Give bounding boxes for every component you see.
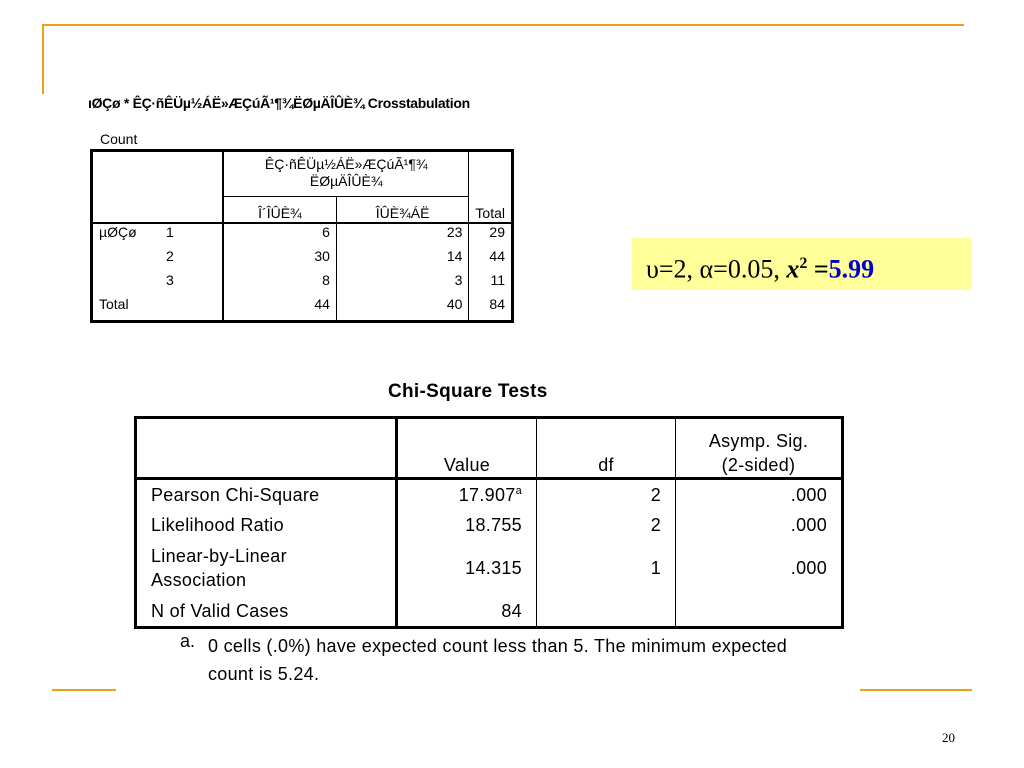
row-label: Pearson Chi-Square <box>136 479 397 511</box>
cell: 29 <box>489 223 505 240</box>
value-cell: 18.755 <box>397 510 537 540</box>
footnote-marker: a. <box>180 631 196 651</box>
cell: 6 <box>223 223 336 248</box>
sig-header-line1: Asymp. Sig. <box>708 431 809 451</box>
row-label-line2: Association <box>151 570 247 590</box>
sig-header-line2: (2-sided) <box>721 455 796 475</box>
chi-square-title: Chi-Square Tests <box>388 381 548 402</box>
cell: 84 <box>489 295 505 312</box>
total-row-label: Total <box>92 296 224 322</box>
page-number: 20 <box>942 730 955 745</box>
table-row <box>136 510 843 540</box>
cell: 11 <box>490 271 505 288</box>
left-border-line <box>42 24 44 94</box>
table-row <box>92 272 513 296</box>
col-header-value: Value <box>397 418 537 479</box>
table-row <box>92 223 513 248</box>
header-corner <box>136 418 397 479</box>
table-row-total <box>92 296 513 322</box>
footnote-text: 0 cells (.0%) have expected count less than 5. The minimum expected count is 5.24. <box>208 636 788 684</box>
crosstab-title: ıØÇø * ÊÇ·ñÊÜµ½ÁË»ÆÇúÃ¹¶¾ËØµÄÎÛÈ¾ Crosstabulation <box>88 95 470 111</box>
group-header: ÊÇ·ñÊÜµ½ÁË»ÆÇúÃ¹¶¾ ËØµÄÎÛÈ¾ <box>223 151 469 197</box>
cell: 44 <box>489 247 505 264</box>
table-row <box>136 479 843 511</box>
cell: 3 <box>336 272 469 296</box>
bottom-left-line <box>52 689 116 691</box>
cell: 44 <box>223 296 336 322</box>
header-corner-bottom <box>92 196 224 223</box>
col-header-1: Î´ÎÛÈ¾ <box>223 196 336 223</box>
row-label-line1: Linear-by-Linear <box>151 546 287 566</box>
cell: 14 <box>336 248 469 272</box>
table-row <box>92 248 513 272</box>
value-cell: 14.315 <box>397 540 537 596</box>
crosstab-corner <box>92 151 224 197</box>
bottom-right-line <box>860 689 972 691</box>
value-cell: 84 <box>397 596 537 628</box>
df-cell <box>537 596 676 628</box>
value-cell <box>397 479 537 511</box>
top-border-line <box>42 24 964 26</box>
chi-square-table <box>134 416 844 629</box>
footnote-ref: a <box>515 484 522 497</box>
count-label: Count <box>100 131 138 147</box>
sig-cell: .000 <box>790 484 827 505</box>
formula-equals: = <box>807 254 829 284</box>
sig-cell: .000 <box>790 558 827 578</box>
row-var-label: µØÇø <box>99 223 137 240</box>
col-header-total: Total <box>469 196 513 223</box>
chi-symbol: x <box>786 254 800 284</box>
df-cell: 1 <box>537 540 676 596</box>
row-label: 1 <box>160 223 223 248</box>
cell: 8 <box>223 272 336 296</box>
crosstab-table <box>90 149 514 323</box>
critical-value-box <box>632 238 972 290</box>
row-label: 3 <box>160 272 223 296</box>
sig-cell <box>676 596 843 628</box>
sig-cell: .000 <box>790 514 827 535</box>
row-label: Likelihood Ratio <box>136 510 397 540</box>
value: 17.907 <box>458 484 516 505</box>
empty-cell <box>92 272 161 296</box>
row-label <box>136 540 397 596</box>
cell: 40 <box>336 296 469 322</box>
col-header-df: df <box>537 418 676 479</box>
header-blank <box>469 151 513 197</box>
chi-superscript: 2 <box>799 255 808 272</box>
row-label: 2 <box>160 248 223 272</box>
critical-value: 5.99 <box>828 254 875 284</box>
table-row <box>136 540 843 596</box>
df-cell: 2 <box>537 479 676 511</box>
empty-cell <box>92 248 161 272</box>
table-row <box>136 596 843 628</box>
row-label: N of Valid Cases <box>136 596 397 628</box>
cell: 30 <box>223 248 336 272</box>
col-header-2: ÎÛÈ¾ÁË <box>336 196 469 223</box>
cell: 23 <box>336 223 469 248</box>
formula-prefix: υ=2, α=0.05, <box>646 254 787 284</box>
col-header-sig <box>676 418 843 479</box>
df-cell: 2 <box>537 510 676 540</box>
